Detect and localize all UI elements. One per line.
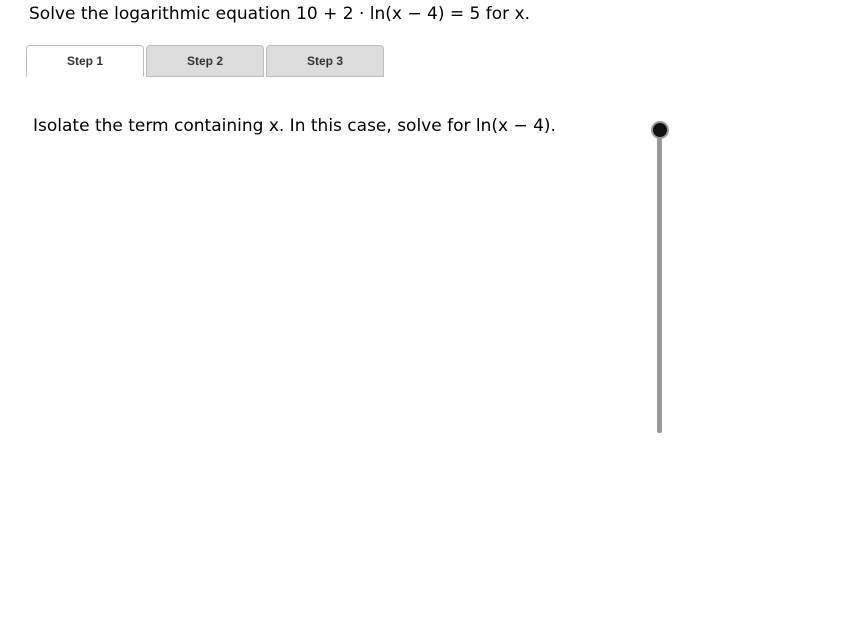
slider-track[interactable]	[657, 128, 662, 433]
tab-step-3[interactable]: Step 3	[266, 45, 384, 77]
tab-step-2[interactable]: Step 2	[146, 45, 264, 77]
problem-statement: Solve the logarithmic equation 10 + 2 · ln(x − 4) = 5 for x.	[29, 4, 530, 24]
tab-step-1[interactable]: Step 1	[26, 45, 144, 77]
step-tabs	[26, 45, 386, 77]
vertical-slider[interactable]	[650, 120, 670, 436]
step-instruction: Isolate the term containing x. In this case, solve for ln(x − 4).	[33, 116, 556, 136]
slider-knob[interactable]	[651, 121, 669, 139]
